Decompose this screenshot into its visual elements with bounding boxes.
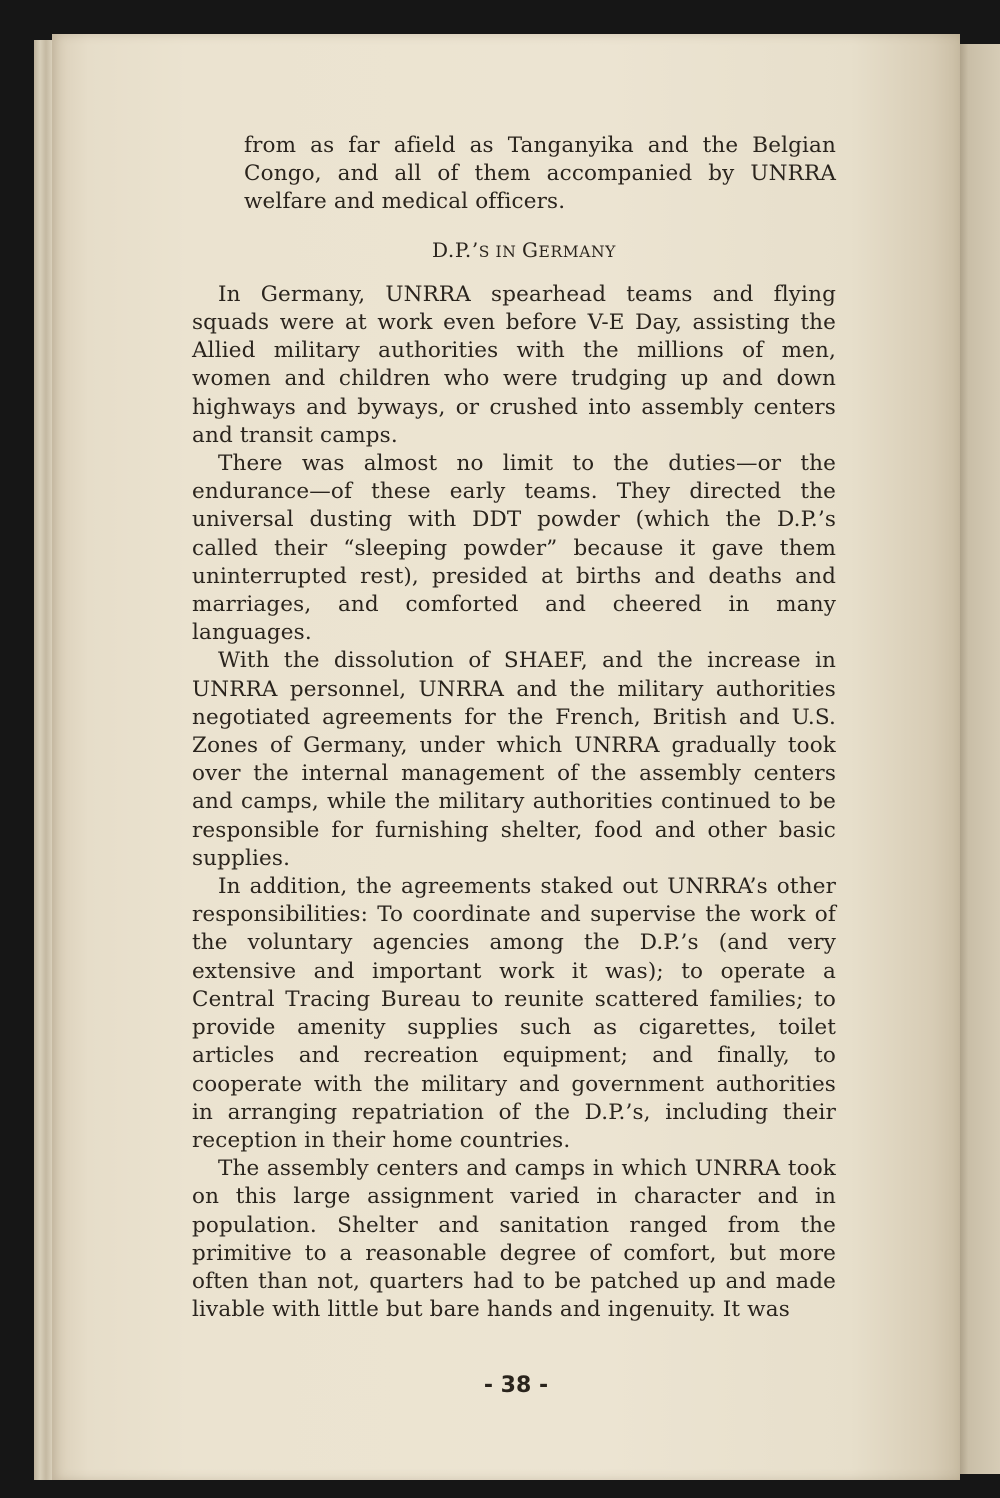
paragraph-duties: There was almost no limit to the duties—or the endurance—of these early teams. They directed the universal dusting with DDT powder (which the D.P.’s called their “sleeping powder” because it gave them uninterrupted rest), presided at births and deaths and marriages, and comforted and cheered in many languages.: [192, 451, 836, 646]
section-heading: [192, 236, 836, 266]
page-number: - 38 -: [483, 1373, 549, 1398]
paragraph-responsibilities: In addition, the agreements staked out UNRRA’s other responsibilities: To coordinate and supervise the work of the voluntary agencies among the D.P.’s (and very extensive and important work it was); to operate a Central Tracing Bureau to reunite scattered families; to provide amenity supplies such as cigarettes, toilet articles and recreation equipment; and finally, to cooperate with the military and government authorities in arranging repatriation of the D.P.’s, including their reception in their home countries.: [192, 874, 836, 1153]
paragraph-shaef: With the dissolution of SHAEF, and the increase in UNRRA personnel, UNRRA and the military authorities negotiated agreements for the French, British and U.S. Zones of Germany, under which UNRRA gradually took over the internal management of the assembly centers and camps, while the military authorities continued to be responsible for furnishing shelter, food and other basic supplies.: [192, 648, 836, 871]
opening-paragraph: from as far afield as Tanganyika and the Belgian Congo, and all of them accompanied by UNRRA welfare and medical officers.: [244, 133, 836, 215]
paragraph-assembly-centers: The assembly centers and camps in which UNRRA took on this large assignment varied in character and in population. Shelter and sanitation ranged from the primitive to a reasonable degree of comfort, but more often than not, quarters had to be patched up and made livable with little but bare hands and ingenuity. It was: [192, 1156, 836, 1323]
heading-part: S IN: [478, 242, 522, 261]
page-stack-edge: [34, 40, 54, 1480]
facing-page-edge: [958, 44, 1000, 1474]
heading-part: D.P.’: [431, 237, 479, 262]
heading-part: G: [521, 237, 539, 262]
paragraph-germany: In Germany, UNRRA spearhead teams and flying squads were at work even before V-E Day, assisting the Allied military authorities with the millions of men, women and children who were trudging up and down highways and byways, or crushed into assembly centers and transit camps.: [192, 281, 836, 448]
page-text: [192, 132, 836, 1324]
heading-part: ERMANY: [538, 242, 616, 261]
